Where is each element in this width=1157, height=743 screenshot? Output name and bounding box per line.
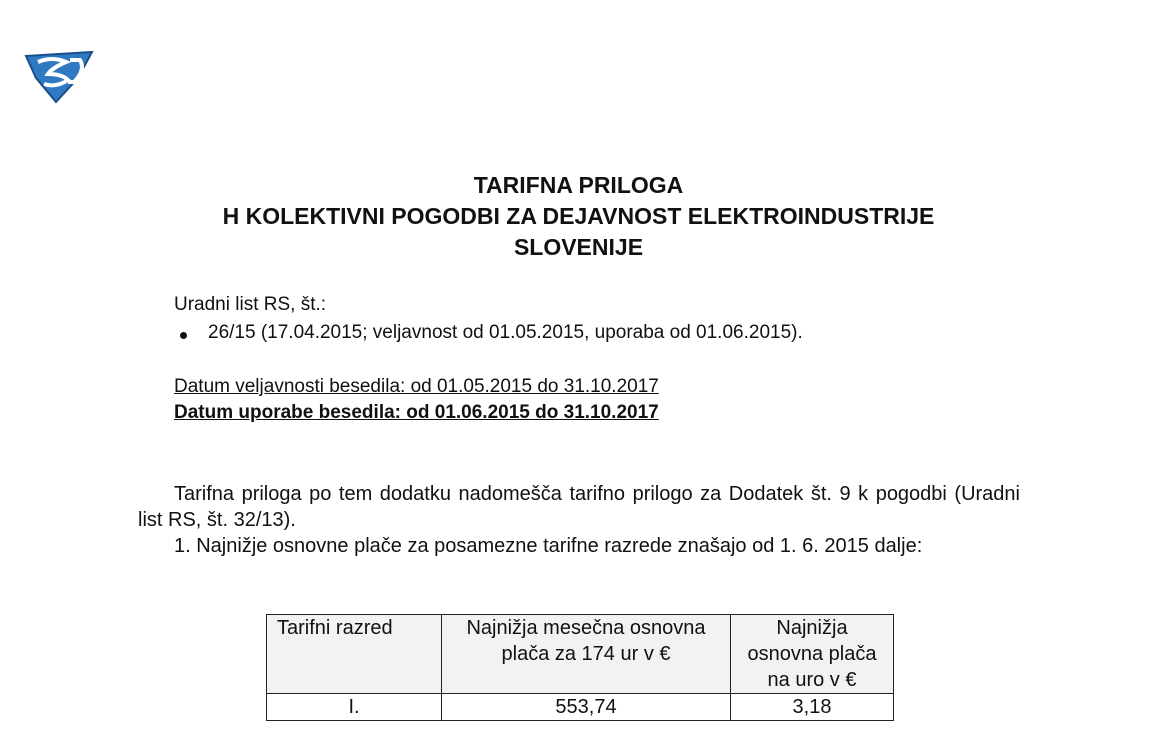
validity-date-line: Datum veljavnosti besedila: od 01.05.2015 do 31.10.2017 <box>174 376 659 397</box>
table-cell-monthly: 553,74 <box>442 694 731 721</box>
gazette-item <box>174 322 803 344</box>
table-cell-class: I. <box>267 694 442 721</box>
table-header-row <box>267 615 894 694</box>
header-hourly-wage: Najnižja osnovna plača na uro v € <box>731 615 894 694</box>
wage-table <box>266 614 894 721</box>
document-title <box>0 170 1157 263</box>
paragraph-replacement-note: Tarifna priloga po tem dodatku nadomešča tarifno prilogo za Dodatek št. 9 k pogodbi (Uradni list RS, št. 32/13). <box>138 483 1020 531</box>
title-line-1: TARIFNA PRILOGA <box>473 172 684 198</box>
gazette-label: Uradni list RS, št.: <box>174 294 327 315</box>
paragraph-minimum-wages: 1. Najnižje osnovne plače za posamezne tarifne razrede znašajo od 1. 6. 2015 dalje: <box>174 535 923 557</box>
usage-date-line: Datum uporabe besedila: od 01.06.2015 do 31.10.2017 <box>174 402 659 423</box>
header-tariff-class: Tarifni razred <box>267 615 442 694</box>
table-row <box>267 694 894 721</box>
company-logo <box>22 48 96 104</box>
header-monthly-wage: Najnižja mesečna osnovna plača za 174 ur v € <box>442 615 731 694</box>
table-cell-hourly: 3,18 <box>731 694 894 721</box>
title-line-3: SLOVENIJE <box>513 234 644 260</box>
validity-dates <box>174 374 659 426</box>
gazette-item-text: 26/15 (17.04.2015; veljavnost od 01.05.2015, uporaba od 01.06.2015). <box>208 322 803 343</box>
gazette-list <box>174 322 803 344</box>
bullet-icon <box>180 332 187 339</box>
title-line-2: H KOLEKTIVNI POGODBI ZA DEJAVNOST ELEKTROINDUSTRIJE <box>222 203 935 229</box>
